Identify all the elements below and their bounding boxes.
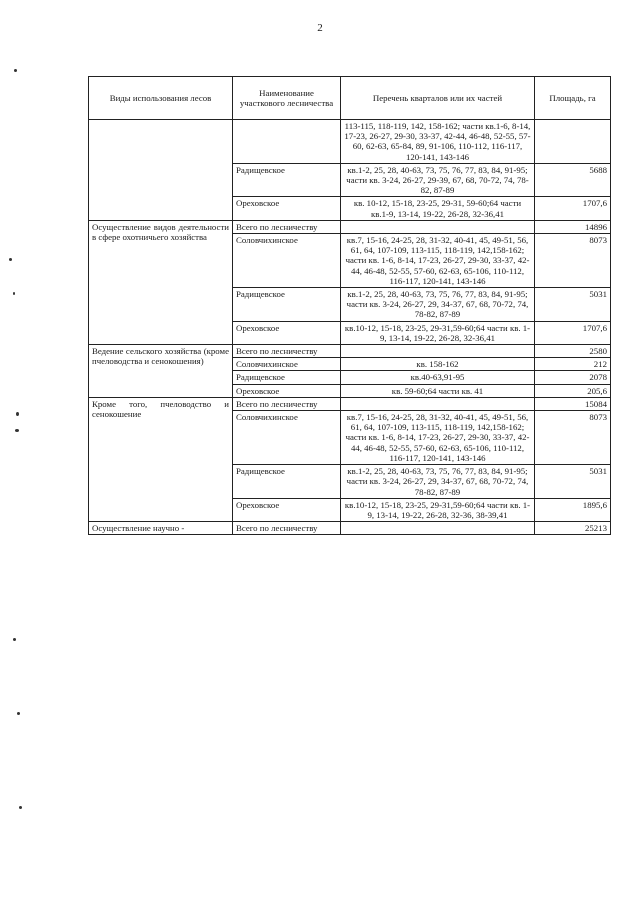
district-cell <box>233 120 341 164</box>
page-number: 2 <box>317 22 323 34</box>
header-use: Виды использования лесов <box>89 77 233 120</box>
area-cell: 212 <box>535 358 611 371</box>
use-cell: Осуществление видов деятельности в сфере охотничьего хозяйства <box>89 220 233 344</box>
district-cell: Ореховское <box>233 321 341 344</box>
district-cell: Ореховское <box>233 498 341 521</box>
use-cell: Ведение сельского хозяйства (кроме пчеловодства и сенокошения) <box>89 345 233 398</box>
district-cell: Ореховское <box>233 197 341 220</box>
blocks-cell: кв.7, 15-16, 24-25, 28, 31-32, 40-41, 45, 49-51, 56, 61, 64, 107-109, 113-115, 118-119, 142,158-162; части кв. 1-6, 8-14, 17-23, 26-27, 29-30, 33-37, 42-44, 46-48, 52-55, 57-60, 62-63, 65-106, 110-112, 116-117, 120-141, 143-146 <box>341 411 535 465</box>
use-cell: Кроме того, пчеловодство и сенокошение <box>89 397 233 521</box>
district-cell: Соловчихинское <box>233 234 341 288</box>
district-cell: Всего по лесничеству <box>233 345 341 358</box>
blocks-cell: кв.1-2, 25, 28, 40-63, 73, 75, 76, 77, 83, 84, 91-95; части кв. 3-24, 26-27, 29-39, 67, 68, 70-72, 74, 78-82, 87-89 <box>341 163 535 197</box>
district-cell: Радищевское <box>233 288 341 322</box>
scan-speck <box>14 69 17 72</box>
district-cell: Соловчихинское <box>233 411 341 465</box>
table-row <box>89 220 611 233</box>
blocks-cell: кв. 10-12, 15-18, 23-25, 29-31, 59-60;64 части кв.1-9, 13-14, 19-22, 26-28, 32-36,41 <box>341 197 535 220</box>
blocks-cell: кв. 158-162 <box>341 358 535 371</box>
area-cell: 2580 <box>535 345 611 358</box>
scan-speck <box>16 412 19 416</box>
blocks-cell: кв.10-12, 15-18, 23-25, 29-31,59-60;64 части кв. 1-9, 13-14, 19-22, 26-28, 32-36, 38-39,41 <box>341 498 535 521</box>
blocks-cell: 113-115, 118-119, 142, 158-162; части кв.1-6, 8-14, 17-23, 26-27, 29-30, 33-37, 42-44, 46-48, 52-55, 57-60, 62-63, 65-84, 89, 91-106, 110-112, 116-117, 120-141, 143-146 <box>341 120 535 164</box>
area-cell <box>535 120 611 164</box>
district-cell: Соловчихинское <box>233 358 341 371</box>
header-blocks: Перечень кварталов или их частей <box>341 77 535 120</box>
area-cell: 1895,6 <box>535 498 611 521</box>
blocks-cell: кв.10-12, 15-18, 23-25, 29-31,59-60;64 части кв. 1-9, 13-14, 19-22, 26-28, 32-36,41 <box>341 321 535 344</box>
forest-use-table <box>88 76 611 535</box>
area-cell: 2078 <box>535 371 611 384</box>
blocks-cell: кв.1-2, 25, 28, 40-63, 73, 75, 76, 77, 83, 84, 91-95; части кв. 3-24, 26-27, 29, 34-37, 67, 68, 70-72, 74, 78-82, 87-89 <box>341 288 535 322</box>
district-cell: Ореховское <box>233 384 341 397</box>
area-cell: 14896 <box>535 220 611 233</box>
area-cell: 1707,6 <box>535 321 611 344</box>
scan-speck <box>9 258 12 261</box>
area-cell: 8073 <box>535 411 611 465</box>
header-district: Наименование участкового лесничества <box>233 77 341 120</box>
table-header-row <box>89 77 611 120</box>
scan-speck <box>13 292 15 295</box>
blocks-cell <box>341 345 535 358</box>
district-cell: Радищевское <box>233 163 341 197</box>
district-cell: Радищевское <box>233 465 341 499</box>
blocks-cell <box>341 522 535 535</box>
area-cell: 5031 <box>535 465 611 499</box>
blocks-cell: кв.7, 15-16, 24-25, 28, 31-32, 40-41, 45, 49-51, 56, 61, 64, 107-109, 113-115, 118-119, 142,158-162; части кв. 1-6, 8-14, 17-23, 26-27, 29-30, 33-37, 42-44, 46-48, 52-55, 57-60, 62-63, 65-106, 110-112, 116-117, 120-141, 143-146 <box>341 234 535 288</box>
district-cell: Всего по лесничеству <box>233 397 341 410</box>
area-cell: 1707,6 <box>535 197 611 220</box>
scan-speck <box>13 638 16 641</box>
area-cell: 25213 <box>535 522 611 535</box>
header-area: Площадь, га <box>535 77 611 120</box>
blocks-cell <box>341 220 535 233</box>
table-row <box>89 522 611 535</box>
area-cell: 8073 <box>535 234 611 288</box>
blocks-cell: кв.1-2, 25, 28, 40-63, 73, 75, 76, 77, 83, 84, 91-95; части кв. 3-24, 26-27, 29, 34-37, 67, 68, 70-72, 74, 78-82, 87-89 <box>341 465 535 499</box>
scan-speck <box>15 429 19 432</box>
blocks-cell: кв.40-63,91-95 <box>341 371 535 384</box>
district-cell: Всего по лесничеству <box>233 220 341 233</box>
blocks-cell <box>341 397 535 410</box>
table-row <box>89 345 611 358</box>
blocks-cell: кв. 59-60;64 части кв. 41 <box>341 384 535 397</box>
table-row <box>89 120 611 164</box>
district-cell: Всего по лесничеству <box>233 522 341 535</box>
use-cell <box>89 120 233 221</box>
area-cell: 205,6 <box>535 384 611 397</box>
use-cell: Осуществление научно - <box>89 522 233 535</box>
district-cell: Радищевское <box>233 371 341 384</box>
table-row <box>89 397 611 410</box>
scan-speck <box>19 806 22 809</box>
area-cell: 15084 <box>535 397 611 410</box>
scan-speck <box>17 712 20 715</box>
area-cell: 5688 <box>535 163 611 197</box>
area-cell: 5031 <box>535 288 611 322</box>
